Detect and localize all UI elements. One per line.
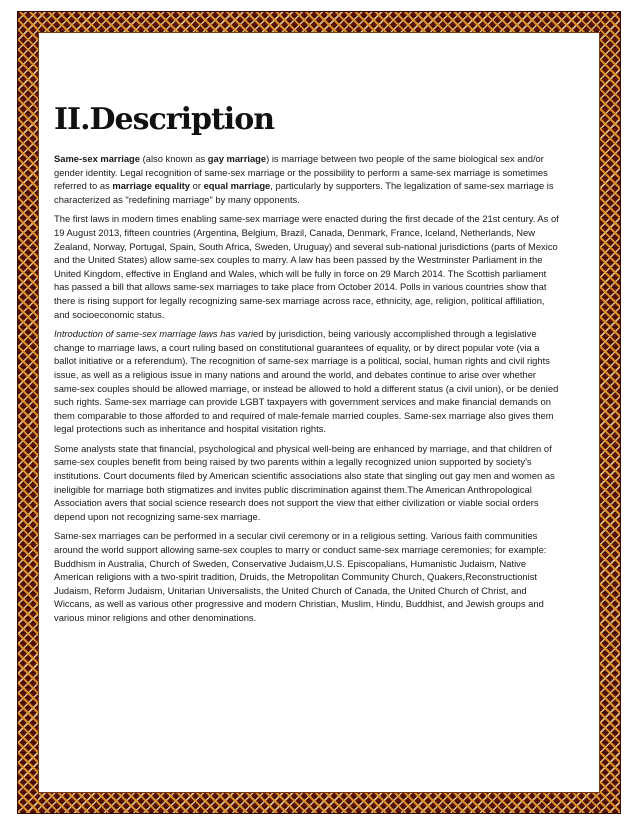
paragraph-history: The first laws in modern times enabling same-sex marriage were enacted during the first decade of the 21st century. As of 19 August 2013, fifteen countries (Argentina, Belgium, Brazil, Canada, Denmark, France, Iceland, Netherlands, New Zealand, Norway, Portugal, Spain, South Africa, Sweden, Uruguay) and several sub-national jurisdictions (parts of Mexico and the United States) allow same-sex couples to marry. A law has been passed by the Westminster Parliament in the United Kingdom, effective in England and Wales, which will be fully in force on 29 March 2014. The Scottish parliament has passed a bill that allows same-sex marriages to take place from October 2014. Polls in various countries show that there is rising support for legally recognizing same-sex marriage across race, ethnicity, age, religion, political affiliation, and socioeconomic status. xyxy=(54,213,559,320)
document-body xyxy=(54,100,560,631)
term-equal-marriage: equal marriage xyxy=(203,180,271,192)
text-run: or xyxy=(190,180,204,192)
text-run: ed by jurisdiction, being variously accomplished through a legislative change to marriage laws, a court ruling based on constitutional guarantees of equality, or by direct popular vote (via a ballot initiative or a referendum). The recognition of same-sex marriage is a political, social, human rights and civil rights issue, as well as a religious issue in many nations and around the world, and debates continue to arise over whether same-sex couples should be allowed marriage, or instead be allowed to hold a different status (a civil union), or be denied such rights. Same-sex marriage can provide LGBT taxpayers with government services and make financial demands on them comparable to those afforded to and required of male-female married couples. Same-sex marriage also gives them legal protections such as inheritance and hospital visitation rights. xyxy=(54,328,559,435)
paragraph-introduction xyxy=(54,327,560,436)
paragraph-ceremonies: Same-sex marriages can be performed in a secular civil ceremony or in a religious setting. Various faith communities around the world support allowing same-sex couples to marry or conduct same-sex marriage ceremonies; for example: Buddhism in Australia, Church of Sweden, Conservative Judaism,U.S. Episcopalians, Humanistic Judaism, Native American religions with a two-spirit tradition, Druids, the Metropolitan Community Church, Quakers,Reconstructionist Judaism, Reform Judaism, Unitarian Universalists, the United Church of Canada, the United Church of Christ, and Wiccans, as well as various other progressive and modern Christian, Muslim, Hindu, Buddhist, and Jewish groups and various minor religions and other denominations. xyxy=(54,530,547,623)
paragraph-definition xyxy=(54,152,560,206)
term-gay-marriage: gay marriage xyxy=(207,153,267,164)
text-run: , particularly by supporters. The legalization of same-sex marriage is characterized as "redefining marriage" by many opponents. xyxy=(54,180,554,205)
text-run: (also known as xyxy=(140,153,208,164)
term-marriage-equality: marriage equality xyxy=(112,180,191,192)
italic-lead: Introduction of same-sex marriage laws has vari xyxy=(54,328,254,340)
text-run: ) is marriage between two people of the same biological sex and/or gender identity. Legal recognition of same-sex marriage or the possibility to perform a same-sex marriage is sometimes referred to as xyxy=(54,153,548,192)
term-same-sex-marriage: Same-sex marriage xyxy=(54,153,140,164)
section-heading: II.Description xyxy=(54,102,275,137)
paragraph-analysts: Some analysts state that financial, psychological and physical well-being are enhanced by marriage, and that children of same-sex couples benefit from being raised by two parents within a legally recognized union supported by society's institutions. Court documents filed by American scientific associations also state that singling out gay men and women as ineligible for marriage both stigmatizes and invites public discrimination against them.The American Anthropological Association avers that social science research does not support the view that either civilization or viable social orders depend upon not recognizing same-sex marriage. xyxy=(54,442,555,522)
